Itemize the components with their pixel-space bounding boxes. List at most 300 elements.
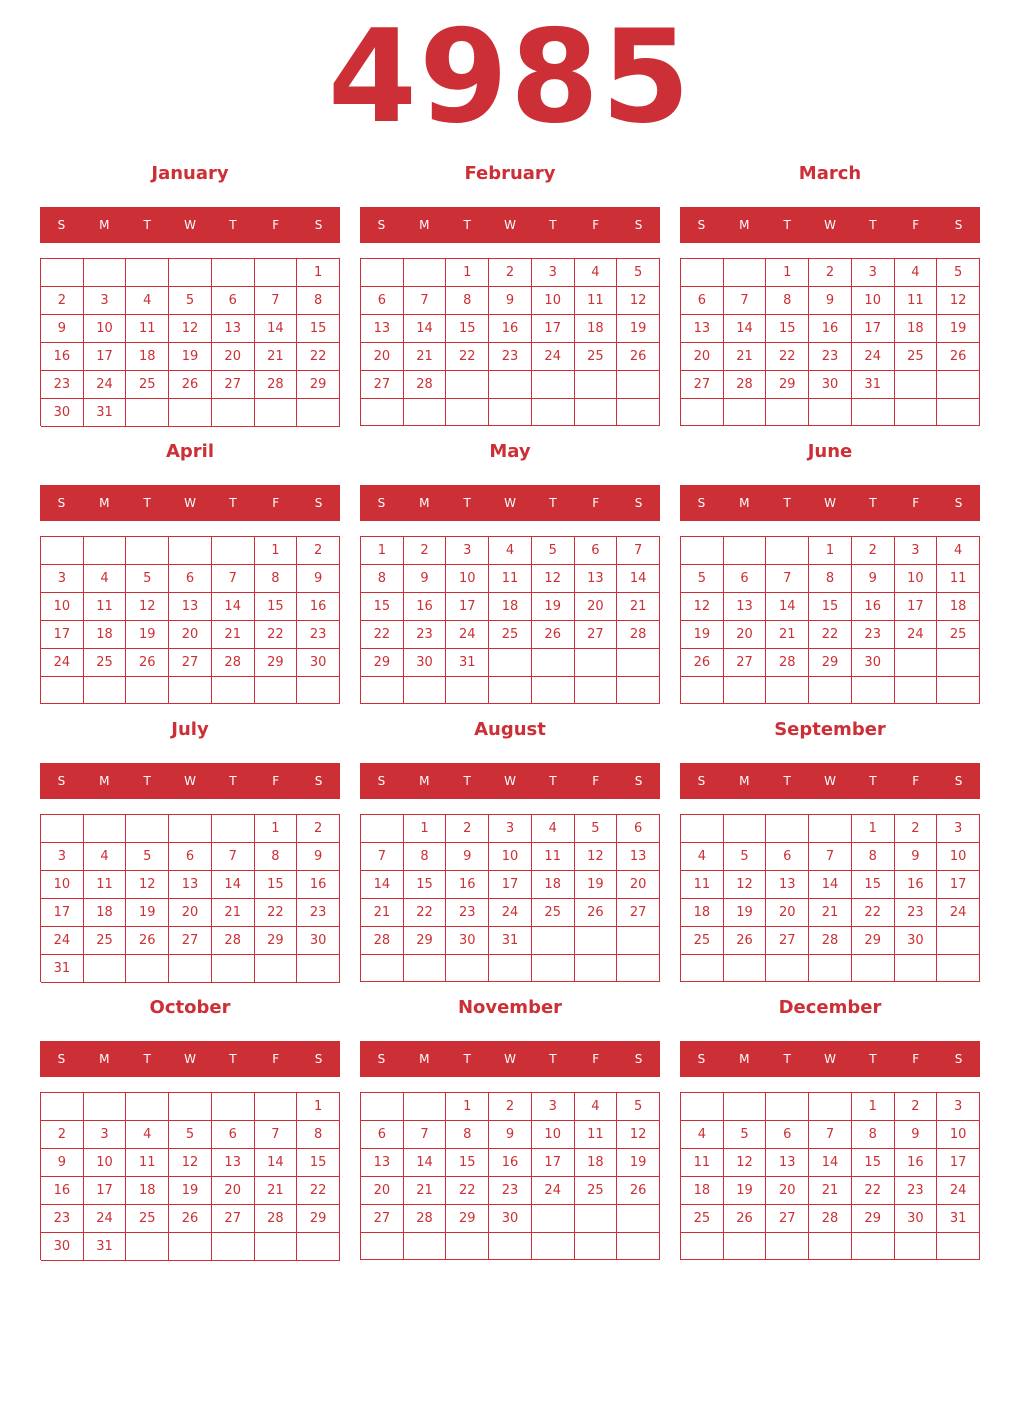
- day-cell: 9: [41, 315, 84, 343]
- weekday-label: T: [229, 496, 237, 510]
- day-cell: 21: [255, 343, 298, 371]
- day-cell: 26: [575, 899, 618, 927]
- day-cell: 10: [852, 287, 895, 315]
- day-cell: 14: [255, 315, 298, 343]
- day-cell: 30: [895, 1205, 938, 1233]
- day-cell: 24: [532, 1177, 575, 1205]
- day-cell: 3: [489, 815, 532, 843]
- empty-day-cell: [575, 955, 618, 982]
- weekday-label: S: [634, 774, 643, 788]
- day-cell: 6: [575, 537, 618, 565]
- empty-day-cell: [212, 1233, 255, 1261]
- empty-day-cell: [681, 1233, 724, 1260]
- day-cell: 19: [169, 343, 212, 371]
- day-cell: 10: [895, 565, 938, 593]
- day-cell: 16: [41, 343, 84, 371]
- empty-day-cell: [617, 927, 660, 955]
- weekday-header: [40, 485, 340, 521]
- weekday-label: S: [377, 1052, 386, 1066]
- month-name: June: [807, 441, 853, 462]
- empty-day-cell: [126, 259, 169, 287]
- empty-day-cell: [724, 677, 767, 704]
- day-cell: 13: [169, 593, 212, 621]
- day-cell: 7: [724, 287, 767, 315]
- weekday-label: M: [99, 774, 110, 788]
- day-cell: 5: [724, 1121, 767, 1149]
- day-cell: 1: [809, 537, 852, 565]
- day-cell: 15: [255, 871, 298, 899]
- day-grid: [360, 814, 660, 982]
- day-cell: 20: [681, 343, 724, 371]
- day-grid: [40, 536, 340, 704]
- weekday-label: T: [549, 774, 557, 788]
- day-cell: 22: [255, 899, 298, 927]
- day-cell: 13: [766, 1149, 809, 1177]
- empty-day-cell: [126, 955, 169, 983]
- day-cell: 25: [937, 621, 980, 649]
- weekday-label: S: [634, 218, 643, 232]
- empty-day-cell: [404, 1093, 447, 1121]
- day-cell: 26: [169, 1205, 212, 1233]
- day-cell: 29: [404, 927, 447, 955]
- empty-day-cell: [724, 1093, 767, 1121]
- day-cell: 10: [84, 1149, 127, 1177]
- month-name: November: [457, 997, 563, 1018]
- weekday-label: S: [954, 218, 963, 232]
- day-cell: 9: [895, 1121, 938, 1149]
- day-cell: 12: [617, 1121, 660, 1149]
- weekday-label: F: [912, 1052, 920, 1066]
- empty-day-cell: [212, 259, 255, 287]
- weekday-label: S: [57, 496, 66, 510]
- weekday-label: T: [783, 496, 791, 510]
- weekday-label: S: [57, 774, 66, 788]
- day-cell: 3: [532, 1093, 575, 1121]
- day-cell: 16: [489, 1149, 532, 1177]
- month-name: January: [151, 163, 229, 184]
- day-cell: 26: [169, 371, 212, 399]
- weekday-label: T: [143, 218, 151, 232]
- day-cell: 1: [297, 259, 340, 287]
- weekday-label: T: [143, 1052, 151, 1066]
- day-cell: 10: [41, 593, 84, 621]
- day-cell: 11: [84, 871, 127, 899]
- day-grid: [40, 258, 340, 426]
- day-cell: 4: [489, 537, 532, 565]
- day-cell: 6: [212, 1121, 255, 1149]
- day-cell: 21: [361, 899, 404, 927]
- month-name: September: [774, 719, 886, 740]
- day-cell: 4: [681, 843, 724, 871]
- day-cell: 10: [489, 843, 532, 871]
- day-cell: 25: [532, 899, 575, 927]
- empty-day-cell: [84, 955, 127, 983]
- weekday-label: T: [783, 218, 791, 232]
- empty-day-cell: [446, 399, 489, 426]
- empty-day-cell: [126, 399, 169, 427]
- weekday-label: M: [739, 1052, 750, 1066]
- day-cell: 30: [489, 1205, 532, 1233]
- day-cell: 20: [766, 899, 809, 927]
- weekday-label: T: [143, 496, 151, 510]
- day-cell: 4: [681, 1121, 724, 1149]
- empty-day-cell: [575, 1233, 618, 1260]
- day-cell: 25: [681, 1205, 724, 1233]
- month-name: February: [464, 163, 556, 184]
- day-cell: 22: [446, 343, 489, 371]
- empty-day-cell: [489, 649, 532, 677]
- day-cell: 20: [724, 621, 767, 649]
- day-cell: 30: [404, 649, 447, 677]
- day-cell: 7: [255, 287, 298, 315]
- weekday-label: T: [783, 1052, 791, 1066]
- day-cell: 14: [212, 871, 255, 899]
- day-cell: 30: [41, 1233, 84, 1261]
- day-cell: 28: [212, 649, 255, 677]
- day-grid: [680, 258, 980, 426]
- day-cell: 15: [809, 593, 852, 621]
- weekday-label: W: [184, 218, 196, 232]
- empty-day-cell: [361, 955, 404, 982]
- day-cell: 27: [724, 649, 767, 677]
- weekday-label: S: [377, 774, 386, 788]
- empty-day-cell: [297, 955, 340, 983]
- day-cell: 2: [41, 287, 84, 315]
- weekday-label: M: [739, 496, 750, 510]
- empty-day-cell: [126, 537, 169, 565]
- day-cell: 21: [809, 899, 852, 927]
- day-cell: 6: [169, 843, 212, 871]
- empty-day-cell: [255, 1233, 298, 1261]
- empty-day-cell: [575, 927, 618, 955]
- day-cell: 12: [575, 843, 618, 871]
- empty-day-cell: [766, 1093, 809, 1121]
- day-cell: 3: [84, 287, 127, 315]
- empty-day-cell: [169, 537, 212, 565]
- weekday-header: [40, 207, 340, 243]
- empty-day-cell: [169, 399, 212, 427]
- day-cell: 15: [404, 871, 447, 899]
- day-cell: 20: [169, 621, 212, 649]
- empty-day-cell: [937, 677, 980, 704]
- empty-day-cell: [297, 677, 340, 704]
- weekday-label: T: [869, 218, 877, 232]
- day-cell: 4: [126, 287, 169, 315]
- empty-day-cell: [361, 259, 404, 287]
- day-cell: 9: [446, 843, 489, 871]
- day-cell: 5: [937, 259, 980, 287]
- empty-day-cell: [895, 1233, 938, 1260]
- empty-day-cell: [532, 371, 575, 399]
- day-cell: 17: [41, 899, 84, 927]
- day-cell: 16: [895, 871, 938, 899]
- weekday-label: T: [463, 496, 471, 510]
- day-cell: 9: [297, 843, 340, 871]
- day-cell: 12: [532, 565, 575, 593]
- day-cell: 6: [212, 287, 255, 315]
- weekday-label: T: [869, 496, 877, 510]
- day-cell: 11: [489, 565, 532, 593]
- empty-day-cell: [895, 677, 938, 704]
- day-cell: 28: [255, 371, 298, 399]
- day-cell: 25: [489, 621, 532, 649]
- weekday-label: M: [99, 496, 110, 510]
- day-cell: 16: [809, 315, 852, 343]
- empty-day-cell: [126, 1233, 169, 1261]
- empty-day-cell: [575, 1205, 618, 1233]
- weekday-label: M: [99, 1052, 110, 1066]
- weekday-label: F: [592, 1052, 600, 1066]
- day-cell: 30: [895, 927, 938, 955]
- day-cell: 28: [404, 1205, 447, 1233]
- day-cell: 30: [41, 399, 84, 427]
- weekday-label: S: [697, 496, 706, 510]
- day-cell: 12: [617, 287, 660, 315]
- day-cell: 21: [255, 1177, 298, 1205]
- day-cell: 11: [575, 1121, 618, 1149]
- empty-day-cell: [404, 1233, 447, 1260]
- day-cell: 1: [852, 1093, 895, 1121]
- empty-day-cell: [724, 537, 767, 565]
- empty-day-cell: [212, 815, 255, 843]
- empty-day-cell: [489, 677, 532, 704]
- day-cell: 17: [937, 871, 980, 899]
- day-cell: 17: [532, 315, 575, 343]
- empty-day-cell: [446, 371, 489, 399]
- day-cell: 22: [852, 1177, 895, 1205]
- day-cell: 20: [169, 899, 212, 927]
- day-cell: 3: [852, 259, 895, 287]
- day-cell: 31: [937, 1205, 980, 1233]
- day-cell: 15: [766, 315, 809, 343]
- weekday-label: F: [912, 218, 920, 232]
- weekday-label: T: [549, 218, 557, 232]
- day-cell: 11: [84, 593, 127, 621]
- day-cell: 19: [617, 1149, 660, 1177]
- empty-day-cell: [766, 399, 809, 426]
- day-cell: 17: [895, 593, 938, 621]
- day-cell: 19: [724, 899, 767, 927]
- empty-day-cell: [575, 677, 618, 704]
- day-cell: 18: [681, 899, 724, 927]
- day-cell: 23: [446, 899, 489, 927]
- day-cell: 13: [724, 593, 767, 621]
- day-cell: 12: [724, 1149, 767, 1177]
- weekday-label: M: [99, 218, 110, 232]
- day-cell: 6: [361, 287, 404, 315]
- day-cell: 29: [852, 1205, 895, 1233]
- empty-day-cell: [617, 955, 660, 982]
- day-cell: 22: [404, 899, 447, 927]
- day-cell: 6: [681, 287, 724, 315]
- day-grid: [40, 814, 340, 982]
- day-cell: 12: [169, 1149, 212, 1177]
- day-cell: 23: [404, 621, 447, 649]
- weekday-label: S: [57, 1052, 66, 1066]
- weekday-label: T: [229, 774, 237, 788]
- day-cell: 17: [489, 871, 532, 899]
- empty-day-cell: [212, 955, 255, 983]
- weekday-header: [40, 763, 340, 799]
- day-cell: 18: [489, 593, 532, 621]
- day-cell: 27: [212, 1205, 255, 1233]
- day-cell: 11: [895, 287, 938, 315]
- day-cell: 20: [575, 593, 618, 621]
- day-cell: 3: [84, 1121, 127, 1149]
- day-cell: 8: [297, 1121, 340, 1149]
- day-cell: 21: [404, 1177, 447, 1205]
- day-cell: 5: [169, 287, 212, 315]
- day-cell: 5: [681, 565, 724, 593]
- day-cell: 28: [212, 927, 255, 955]
- empty-day-cell: [852, 677, 895, 704]
- empty-day-cell: [489, 1233, 532, 1260]
- day-cell: 18: [532, 871, 575, 899]
- empty-day-cell: [575, 399, 618, 426]
- day-cell: 8: [361, 565, 404, 593]
- day-cell: 25: [895, 343, 938, 371]
- weekday-label: T: [463, 774, 471, 788]
- day-cell: 2: [489, 1093, 532, 1121]
- weekday-label: M: [419, 218, 430, 232]
- day-cell: 27: [361, 1205, 404, 1233]
- weekday-label: S: [314, 774, 323, 788]
- day-grid: [360, 536, 660, 704]
- empty-day-cell: [126, 1093, 169, 1121]
- day-cell: 21: [724, 343, 767, 371]
- day-cell: 23: [489, 343, 532, 371]
- day-cell: 2: [809, 259, 852, 287]
- day-cell: 17: [532, 1149, 575, 1177]
- day-cell: 25: [84, 649, 127, 677]
- day-cell: 8: [766, 287, 809, 315]
- day-cell: 16: [489, 315, 532, 343]
- weekday-label: T: [549, 496, 557, 510]
- day-cell: 3: [446, 537, 489, 565]
- day-cell: 1: [446, 1093, 489, 1121]
- day-cell: 5: [532, 537, 575, 565]
- empty-day-cell: [532, 1205, 575, 1233]
- empty-day-cell: [724, 1233, 767, 1260]
- empty-day-cell: [212, 677, 255, 704]
- day-cell: 22: [297, 1177, 340, 1205]
- empty-day-cell: [681, 955, 724, 982]
- day-cell: 7: [404, 287, 447, 315]
- weekday-label: S: [697, 218, 706, 232]
- day-cell: 20: [361, 1177, 404, 1205]
- day-cell: 2: [297, 815, 340, 843]
- empty-day-cell: [809, 1233, 852, 1260]
- weekday-label: W: [824, 496, 836, 510]
- weekday-label: S: [314, 1052, 323, 1066]
- weekday-label: S: [954, 1052, 963, 1066]
- day-cell: 2: [852, 537, 895, 565]
- day-cell: 23: [297, 899, 340, 927]
- day-cell: 8: [852, 843, 895, 871]
- empty-day-cell: [617, 1205, 660, 1233]
- day-cell: 12: [937, 287, 980, 315]
- weekday-label: T: [783, 774, 791, 788]
- empty-day-cell: [617, 649, 660, 677]
- weekday-header: [360, 1041, 660, 1077]
- day-cell: 27: [361, 371, 404, 399]
- day-cell: 15: [852, 871, 895, 899]
- weekday-label: M: [739, 218, 750, 232]
- day-cell: 30: [852, 649, 895, 677]
- weekday-label: S: [314, 496, 323, 510]
- weekday-header: [680, 1041, 980, 1077]
- day-cell: 7: [255, 1121, 298, 1149]
- day-cell: 17: [41, 621, 84, 649]
- empty-day-cell: [809, 815, 852, 843]
- empty-day-cell: [212, 1093, 255, 1121]
- weekday-label: T: [463, 1052, 471, 1066]
- day-grid: [360, 258, 660, 426]
- day-cell: 23: [489, 1177, 532, 1205]
- day-cell: 10: [532, 1121, 575, 1149]
- day-cell: 20: [617, 871, 660, 899]
- day-cell: 10: [41, 871, 84, 899]
- day-cell: 24: [852, 343, 895, 371]
- empty-day-cell: [255, 677, 298, 704]
- day-cell: 16: [404, 593, 447, 621]
- day-cell: 13: [766, 871, 809, 899]
- day-cell: 28: [766, 649, 809, 677]
- day-cell: 11: [937, 565, 980, 593]
- day-cell: 5: [575, 815, 618, 843]
- day-cell: 30: [297, 927, 340, 955]
- day-cell: 25: [126, 1205, 169, 1233]
- day-cell: 12: [169, 315, 212, 343]
- day-cell: 7: [617, 537, 660, 565]
- day-cell: 25: [84, 927, 127, 955]
- day-cell: 29: [255, 649, 298, 677]
- day-cell: 9: [895, 843, 938, 871]
- day-cell: 5: [617, 259, 660, 287]
- day-cell: 26: [724, 927, 767, 955]
- empty-day-cell: [41, 537, 84, 565]
- day-cell: 9: [489, 287, 532, 315]
- day-cell: 6: [766, 843, 809, 871]
- day-cell: 14: [404, 315, 447, 343]
- day-cell: 13: [212, 315, 255, 343]
- weekday-label: F: [592, 774, 600, 788]
- day-cell: 27: [169, 649, 212, 677]
- empty-day-cell: [681, 677, 724, 704]
- weekday-label: T: [463, 218, 471, 232]
- day-cell: 7: [212, 565, 255, 593]
- day-cell: 6: [361, 1121, 404, 1149]
- empty-day-cell: [895, 399, 938, 426]
- empty-day-cell: [681, 815, 724, 843]
- day-cell: 11: [575, 287, 618, 315]
- empty-day-cell: [937, 399, 980, 426]
- day-cell: 14: [724, 315, 767, 343]
- day-cell: 8: [404, 843, 447, 871]
- weekday-label: T: [143, 774, 151, 788]
- weekday-label: F: [592, 218, 600, 232]
- day-cell: 10: [937, 843, 980, 871]
- day-cell: 7: [212, 843, 255, 871]
- empty-day-cell: [169, 259, 212, 287]
- day-cell: 27: [169, 927, 212, 955]
- empty-day-cell: [681, 259, 724, 287]
- weekday-header: [680, 485, 980, 521]
- day-cell: 10: [84, 315, 127, 343]
- month-name: December: [778, 997, 882, 1018]
- day-cell: 22: [446, 1177, 489, 1205]
- empty-day-cell: [361, 677, 404, 704]
